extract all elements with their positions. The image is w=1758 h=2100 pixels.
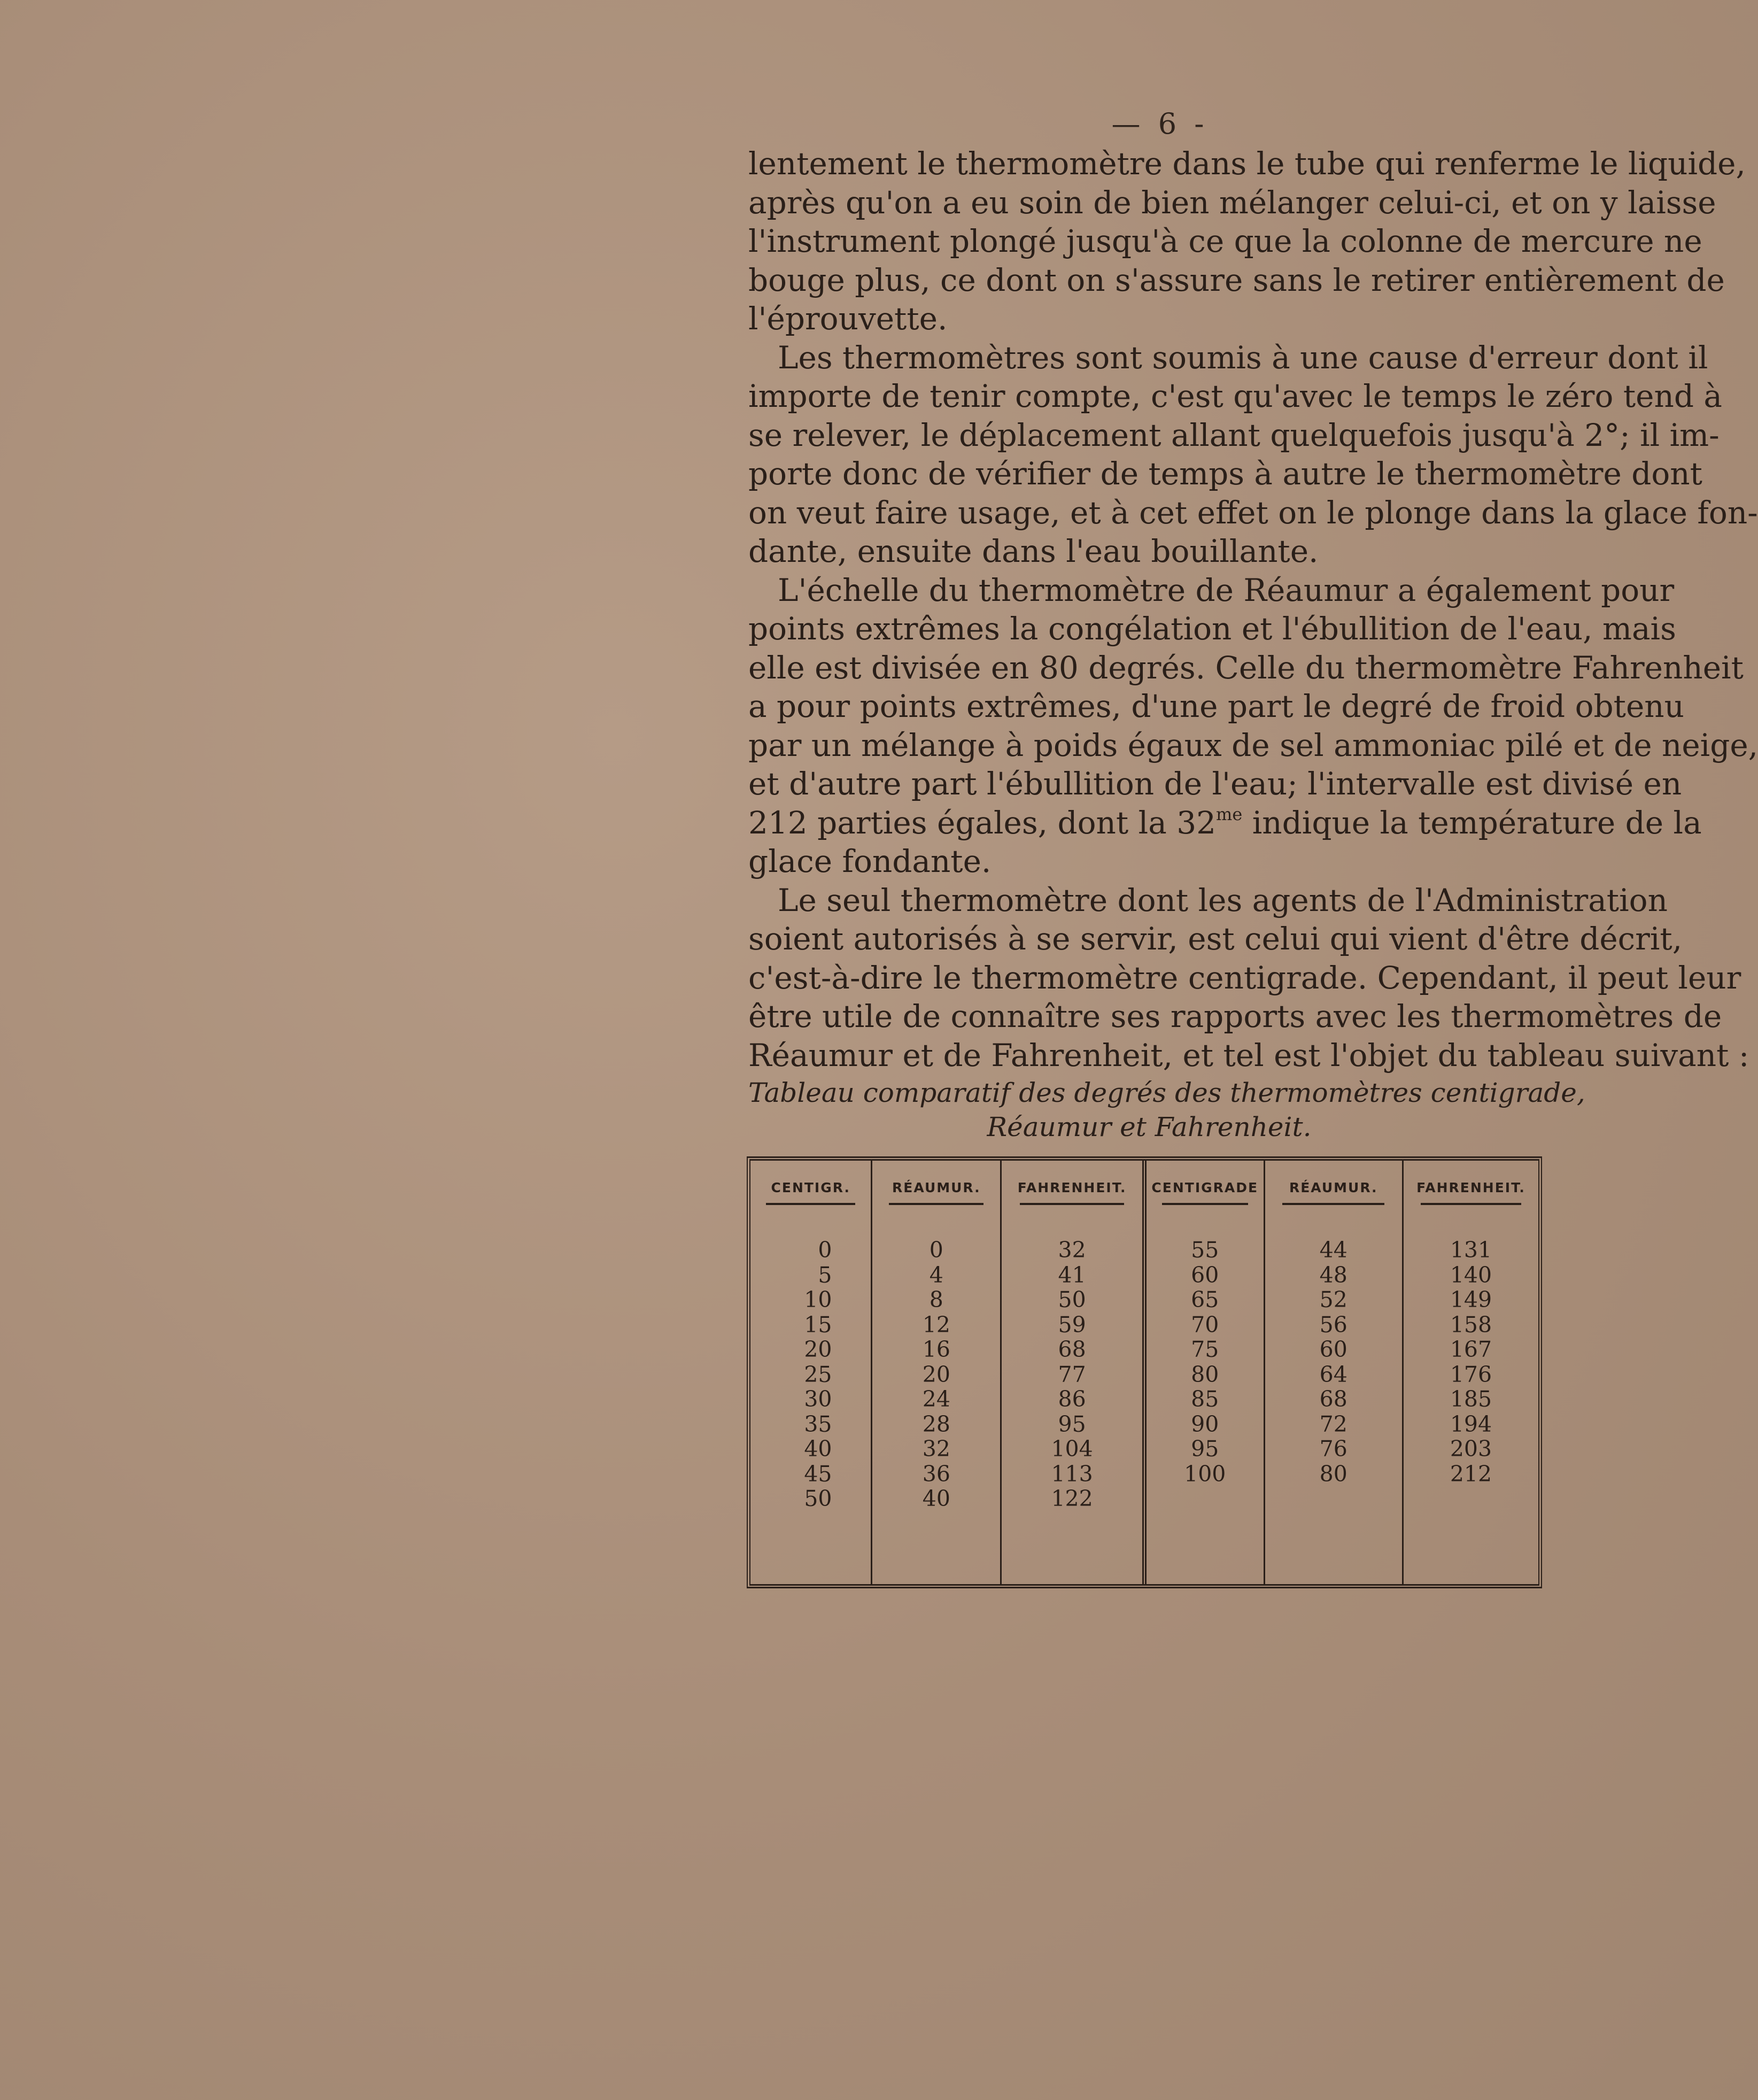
table-cell: 12: [922, 1311, 950, 1338]
text-line: et d'autre part l'ébullition de l'eau; l'intervalle est divisé en: [748, 766, 1682, 802]
text-line: points extrêmes la congélation et l'ébullition de l'eau, mais: [748, 611, 1676, 647]
column-header: RÉAUMUR.: [872, 1161, 1001, 1224]
table-cell: 212: [1450, 1461, 1492, 1487]
table-cell: 40: [922, 1486, 950, 1511]
table-column: [1001, 1224, 1144, 1584]
table-cell: 77: [1058, 1361, 1086, 1387]
table-cell: 40: [804, 1436, 832, 1462]
table-cell: 5: [818, 1262, 832, 1288]
table-grid: [750, 1161, 1538, 1584]
table-cell: 55: [1191, 1237, 1219, 1263]
column-header: FAHRENHEIT.: [1403, 1161, 1538, 1224]
table-column: [1144, 1224, 1264, 1584]
paragraph-4: [748, 881, 1749, 1075]
superscript: me: [1216, 804, 1243, 825]
table-cell: 72: [1319, 1411, 1347, 1437]
table-cell: 45: [804, 1461, 832, 1487]
body-text: [748, 144, 1758, 1075]
table-cell: 64: [1319, 1361, 1347, 1387]
table-cell: 95: [1191, 1436, 1219, 1462]
column-header: CENTIGRADE: [1144, 1161, 1264, 1224]
text-line: elle est divisée en 80 degrés. Celle du thermomètre Fahrenheit: [748, 649, 1744, 686]
table-cell: 185: [1450, 1386, 1492, 1412]
table-cell: 8: [929, 1287, 943, 1312]
column-header: FAHRENHEIT.: [1001, 1161, 1144, 1224]
table-cell: 68: [1058, 1337, 1086, 1362]
text-line: se relever, le déplacement allant quelquefois jusqu'à 2°; il im-: [748, 416, 1720, 453]
text-line: Les thermomètres sont soumis à une cause d'erreur dont il: [778, 339, 1708, 376]
table-cell: 68: [1319, 1386, 1347, 1412]
text-line: on veut faire usage, et à cet effet on le plonge dans la glace fon-: [748, 494, 1758, 531]
text-line: Réaumur et de Fahrenheit, et tel est l'objet du tableau suivant :: [748, 1037, 1749, 1074]
text-line: bouge plus, ce dont on s'assure sans le retirer entièrement de: [748, 261, 1725, 298]
table-column: [750, 1224, 872, 1584]
table-cell: 52: [1319, 1287, 1347, 1312]
page-number: — 6 -: [1111, 107, 1209, 141]
table-cell: 0: [818, 1237, 832, 1263]
text-line: porte donc de vérifier de temps à autre le thermomètre dont: [748, 455, 1702, 492]
text-line: Le seul thermomètre dont les agents de l'Administration: [778, 882, 1668, 918]
table-cell: 60: [1191, 1262, 1219, 1288]
text-segment: 212 parties égales, dont la 32: [748, 804, 1217, 841]
table-column: [1264, 1224, 1403, 1584]
table-cell: 20: [804, 1337, 832, 1362]
table-cell: 176: [1450, 1361, 1492, 1387]
table-cell: 86: [1058, 1386, 1086, 1412]
text-line: soient autorisés à se servir, est celui qui vient d'être décrit,: [748, 921, 1683, 957]
text-line: glace fondante.: [748, 843, 992, 879]
table-cell: 25: [804, 1361, 832, 1387]
paragraph-3: [748, 571, 1758, 881]
table-cell: 4: [929, 1262, 943, 1288]
table-cell: 32: [1058, 1237, 1086, 1263]
table-cell: 35: [804, 1411, 832, 1437]
table-cell: 16: [922, 1337, 950, 1362]
text-line: l'éprouvette.: [748, 300, 948, 337]
table-cell: 80: [1319, 1461, 1347, 1487]
table-cell: 100: [1184, 1461, 1226, 1487]
table-cell: 194: [1450, 1411, 1492, 1437]
table-cell: 80: [1191, 1361, 1219, 1387]
table-column: [1403, 1224, 1538, 1584]
table-cell: 85: [1191, 1386, 1219, 1412]
table-cell: 158: [1450, 1311, 1492, 1338]
text-line: après qu'on a eu soin de bien mélanger celui-ci, et on y laisse: [748, 184, 1716, 221]
text-line: lentement le thermomètre dans le tube qui renferme le liquide,: [748, 145, 1746, 182]
caption-line: Réaumur et Fahrenheit.: [987, 1111, 1312, 1142]
comparison-table: [747, 1156, 1542, 1588]
table-cell: 20: [922, 1361, 950, 1387]
column-header: CENTIGR.: [750, 1161, 872, 1224]
table-cell: 122: [1051, 1486, 1093, 1511]
table-cell: 50: [804, 1486, 832, 1511]
column-header: RÉAUMUR.: [1264, 1161, 1403, 1224]
text-line: par un mélange à poids égaux de sel ammoniac pilé et de neige,: [748, 727, 1758, 763]
text-segment: indique la température de la: [1242, 804, 1702, 841]
paragraph-2: [748, 338, 1758, 571]
table-cell: 28: [922, 1411, 950, 1437]
paragraph-1: [748, 144, 1746, 338]
table-cell: 60: [1319, 1337, 1347, 1362]
table-cell: 113: [1051, 1461, 1093, 1487]
table-cell: 0: [929, 1237, 943, 1263]
table-cell: 76: [1319, 1436, 1347, 1462]
table-cell: 30: [804, 1386, 832, 1412]
table-body-row: [750, 1224, 1538, 1584]
table-cell: 140: [1450, 1262, 1492, 1288]
table-column: [872, 1224, 1001, 1584]
text-line: dante, ensuite dans l'eau bouillante.: [748, 533, 1319, 569]
table-cell: 32: [922, 1436, 950, 1462]
text-line: importe de tenir compte, c'est qu'avec le temps le zéro tend à: [748, 378, 1722, 414]
table-cell: 44: [1319, 1237, 1347, 1263]
table-cell: 59: [1058, 1311, 1086, 1338]
table-cell: 203: [1450, 1436, 1492, 1462]
table-cell: 149: [1450, 1287, 1492, 1312]
text-line: l'instrument plongé jusqu'à ce que la colonne de mercure ne: [748, 223, 1702, 259]
table-cell: 131: [1450, 1237, 1492, 1263]
table-cell: 15: [804, 1311, 832, 1338]
table-caption: [748, 1076, 1585, 1144]
table-cell: 90: [1191, 1411, 1219, 1437]
text-line: L'échelle du thermomètre de Réaumur a également pour: [778, 572, 1675, 608]
text-line-superscript: [748, 804, 1702, 843]
table-cell: 50: [1058, 1287, 1086, 1312]
table-cell: 48: [1319, 1262, 1347, 1288]
text-line: être utile de connaître ses rapports avec les thermomètres de: [748, 998, 1722, 1034]
table-cell: 95: [1058, 1411, 1086, 1437]
text-line: a pour points extrêmes, d'une part le degré de froid obtenu: [748, 688, 1684, 724]
table-header-row: [750, 1161, 1538, 1224]
table-cell: 56: [1319, 1311, 1347, 1338]
table-cell: 75: [1191, 1337, 1219, 1362]
table-cell: 104: [1051, 1436, 1093, 1462]
table-cell: 167: [1450, 1337, 1492, 1362]
table-cell: 36: [922, 1461, 950, 1487]
table-cell: 65: [1191, 1287, 1219, 1312]
table-cell: 24: [922, 1386, 950, 1412]
text-line: c'est-à-dire le thermomètre centigrade. Cependant, il peut leur: [748, 959, 1741, 996]
table-cell: 10: [804, 1287, 832, 1312]
table-cell: 41: [1058, 1262, 1086, 1288]
table-cell: 70: [1191, 1311, 1219, 1338]
caption-line: Tableau comparatif des degrés des thermomètres centigrade,: [748, 1077, 1585, 1108]
